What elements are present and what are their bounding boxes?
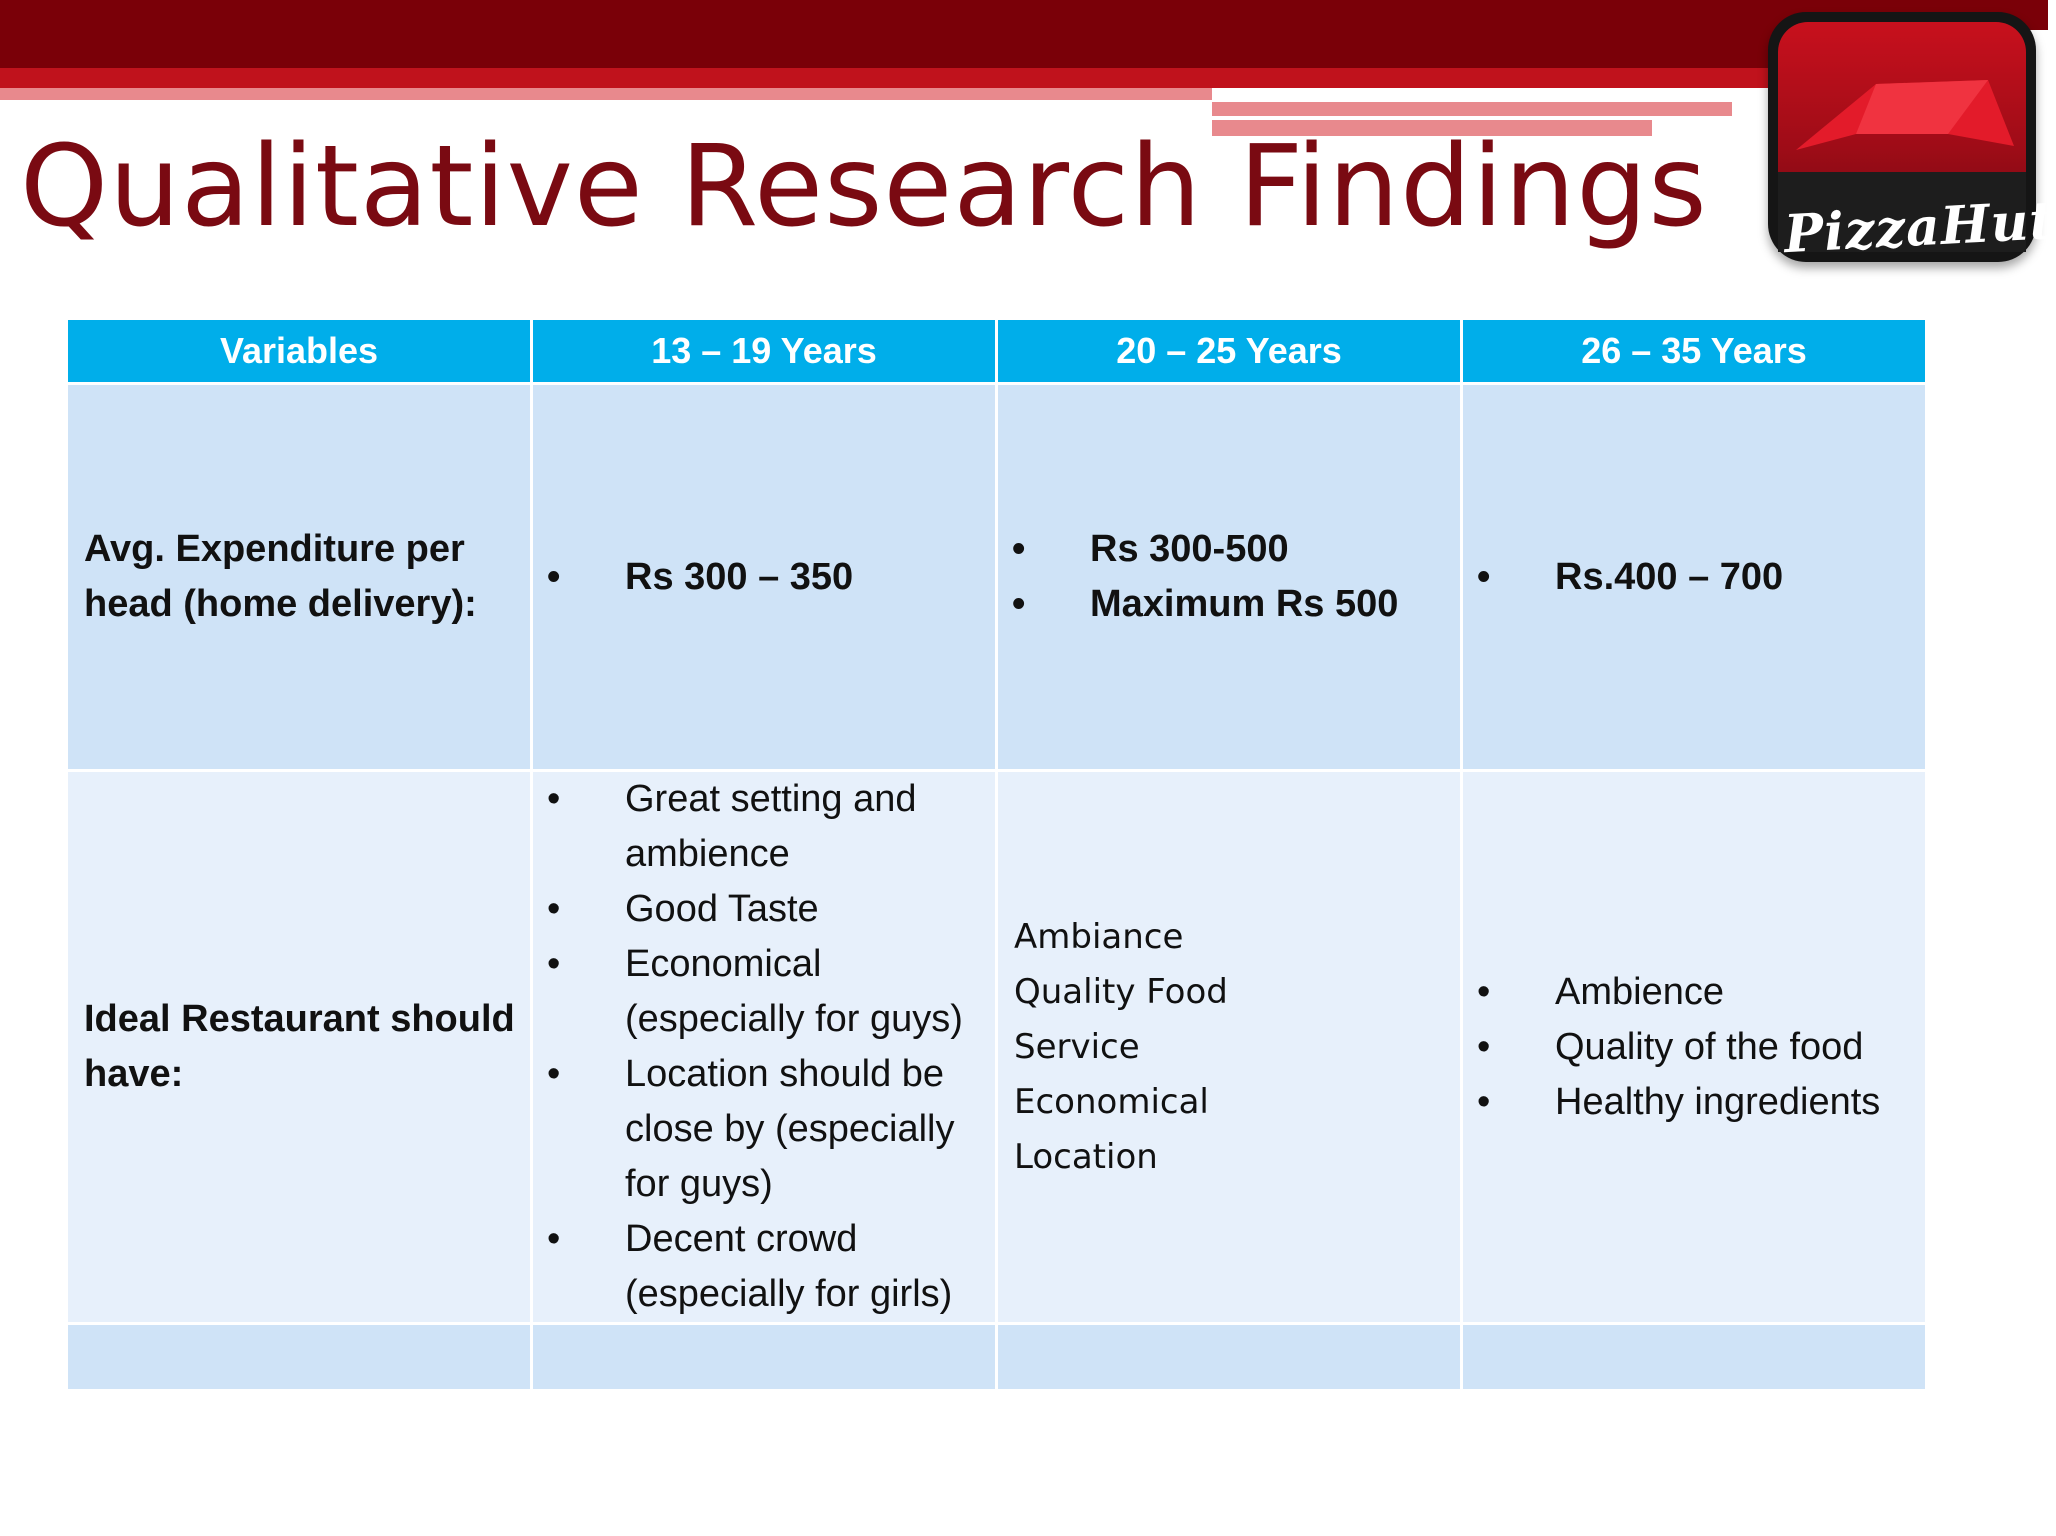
list-item: • Rs 300-500: [998, 522, 1460, 577]
variable-cell: Avg. Expenditure per head (home delivery):: [68, 385, 533, 772]
list-item: • Rs.400 – 700: [1463, 550, 1925, 605]
cell-13-19: [533, 772, 998, 1325]
pizza-hut-logo: [1768, 12, 2056, 266]
list-item: Economical: [1014, 1081, 1209, 1122]
list-item: • Economical (especially for guys): [533, 937, 995, 1047]
table-row-expenditure: [68, 385, 1928, 772]
header-band-red: [0, 68, 1870, 88]
logo-wordmark: PizzaHut: [1782, 190, 2056, 266]
header-band-dark: [0, 0, 1990, 68]
header-26-35: 26 – 35 Years: [1463, 320, 1928, 385]
list-item: • Great setting and ambience: [533, 772, 995, 882]
cell-26-35: [1463, 772, 1928, 1325]
empty-cell: [68, 1325, 533, 1392]
header-20-25: 20 – 25 Years: [998, 320, 1463, 385]
list-item: • Quality of the food: [1463, 1020, 1925, 1075]
list-item: • Maximum Rs 500: [998, 577, 1460, 632]
list-item: • Good Taste: [533, 882, 995, 937]
list-item: Service: [1014, 1026, 1140, 1067]
list-item: • Healthy ingredients: [1463, 1075, 1925, 1130]
list-item: • Rs 300 – 350: [533, 550, 995, 605]
header-band-pink-2: [1212, 102, 1732, 116]
list-item: Quality Food: [1014, 971, 1228, 1012]
header-13-19: 13 – 19 Years: [533, 320, 998, 385]
findings-table: [68, 320, 1928, 1392]
table-row-empty: [68, 1325, 1928, 1392]
empty-cell: [1463, 1325, 1928, 1392]
header-band-pink: [0, 88, 1212, 100]
cell-20-25: [998, 772, 1463, 1325]
list-item: • Decent crowd (especially for girls): [533, 1212, 995, 1322]
slide-title: Qualitative Research Findings: [20, 122, 1708, 252]
header-variables: Variables: [68, 320, 533, 385]
list-item: Ambiance: [1014, 916, 1184, 957]
cell-26-35: [1463, 385, 1928, 772]
empty-cell: [533, 1325, 998, 1392]
cell-13-19: [533, 385, 998, 772]
cell-20-25: [998, 385, 1463, 772]
empty-cell: [998, 1325, 1463, 1392]
variable-cell: Ideal Restaurant should have:: [68, 772, 533, 1325]
list-item: • Location should be close by (especially for guys): [533, 1047, 995, 1212]
table-row-ideal-restaurant: [68, 772, 1928, 1325]
list-item: Location: [1014, 1136, 1158, 1177]
table-header-row: [68, 320, 1928, 385]
list-item: • Ambience: [1463, 965, 1925, 1020]
